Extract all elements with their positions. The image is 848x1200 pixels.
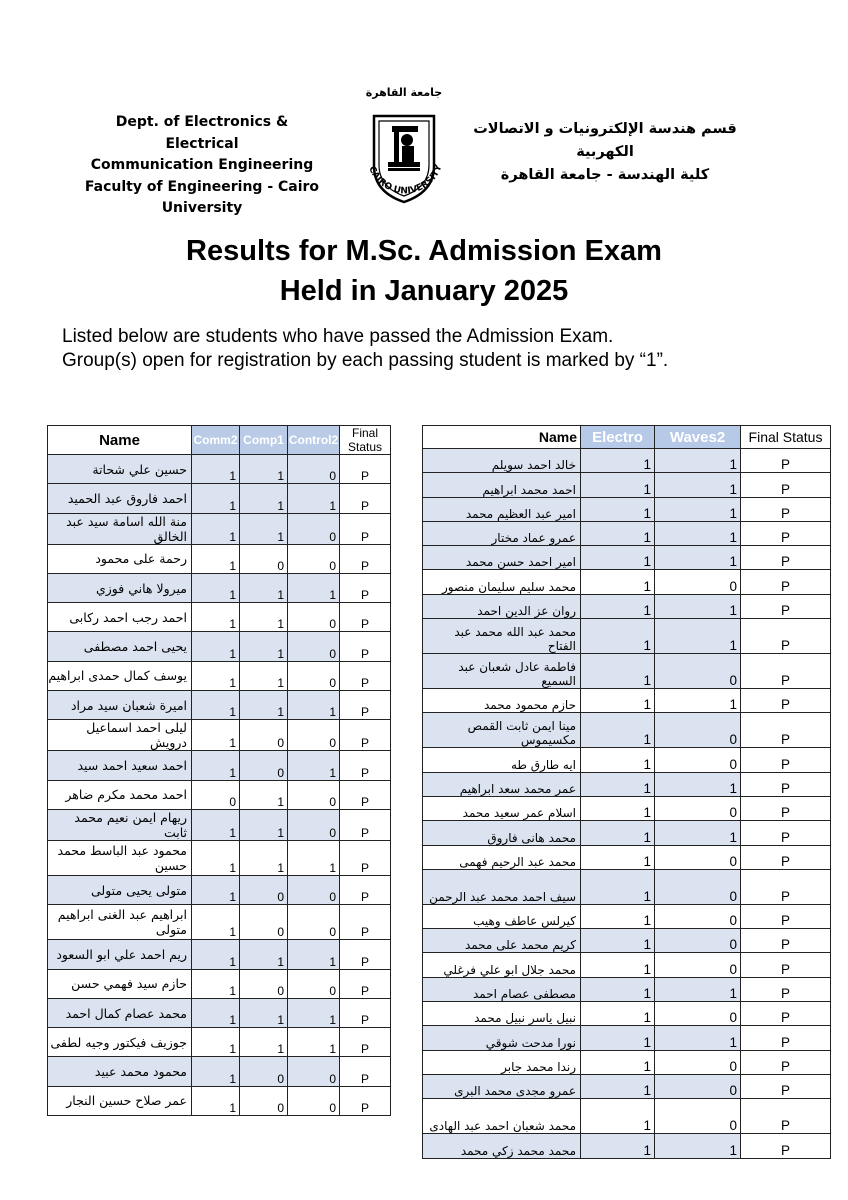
- group-value-cell: 1: [240, 661, 288, 690]
- table-row: [48, 573, 391, 602]
- final-status-cell: P: [741, 869, 831, 904]
- group-value-cell: 1: [581, 570, 655, 594]
- final-status-cell: P: [340, 969, 391, 998]
- group-value-cell: 1: [192, 751, 240, 780]
- column-header-comm2: Comm2: [192, 426, 240, 455]
- group-value-cell: 0: [240, 1057, 288, 1086]
- department-name-arabic: [470, 118, 740, 187]
- group-value-cell: 1: [581, 821, 655, 845]
- column-header-control2: Control2: [288, 426, 340, 455]
- student-name-cell: يوسف كمال حمدى ابراهيم: [48, 661, 192, 690]
- group-value-cell: 0: [655, 654, 741, 689]
- student-name-cell: متولى يحيى متولى: [48, 875, 192, 904]
- table-row: [423, 929, 831, 953]
- final-status-cell: P: [741, 845, 831, 869]
- group-value-cell: 0: [655, 748, 741, 772]
- student-name-cell: منة الله اسامة سيد عبد الخالق: [48, 513, 192, 544]
- final-status-cell: P: [340, 940, 391, 969]
- final-status-cell: P: [340, 661, 391, 690]
- group-value-cell: 0: [655, 1099, 741, 1134]
- department-name-english: [78, 112, 326, 220]
- group-value-cell: 1: [240, 998, 288, 1027]
- group-value-cell: 0: [288, 603, 340, 632]
- right-results-table: [422, 425, 831, 1159]
- group-value-cell: 0: [288, 809, 340, 840]
- group-value-cell: 0: [288, 455, 340, 484]
- student-name-cell: محمد سليم سليمان منصور: [423, 570, 581, 594]
- group-value-cell: 0: [192, 780, 240, 809]
- table-row: [48, 513, 391, 544]
- page-title: Results for M.Sc. Admission Exam: [186, 235, 662, 267]
- table-row: [423, 1050, 831, 1074]
- group-value-cell: 1: [655, 449, 741, 473]
- final-status-cell: P: [340, 513, 391, 544]
- final-status-cell: P: [741, 594, 831, 618]
- table-row: [48, 1086, 391, 1115]
- student-name-cell: عمرو مجدى محمد البرى: [423, 1074, 581, 1098]
- table-row: [423, 1002, 831, 1026]
- table-row: [423, 497, 831, 521]
- group-value-cell: 1: [655, 619, 741, 654]
- student-name-cell: محمود عبد الباسط محمد حسين: [48, 840, 192, 875]
- column-header-electro: Electro: [581, 426, 655, 449]
- table-row: [48, 691, 391, 720]
- group-value-cell: 1: [581, 977, 655, 1001]
- table-header-row: [423, 426, 831, 449]
- group-value-cell: 1: [581, 497, 655, 521]
- student-name-cell: يحيى احمد مصطفى: [48, 632, 192, 661]
- table-row: [48, 751, 391, 780]
- group-value-cell: 0: [655, 845, 741, 869]
- final-status-cell: P: [340, 840, 391, 875]
- group-value-cell: 0: [288, 513, 340, 544]
- group-value-cell: 1: [581, 748, 655, 772]
- student-name-cell: ميرولا هاني فوزي: [48, 573, 192, 602]
- group-value-cell: 1: [192, 905, 240, 940]
- table-row: [423, 713, 831, 748]
- group-value-cell: 0: [240, 1086, 288, 1115]
- group-value-cell: 0: [655, 869, 741, 904]
- final-status-cell: P: [340, 875, 391, 904]
- student-name-cell: ليلى احمد اسماعيل درويش: [48, 720, 192, 751]
- final-status-cell: P: [741, 796, 831, 820]
- group-value-cell: 0: [655, 1074, 741, 1098]
- group-value-cell: 1: [581, 654, 655, 689]
- logo-arabic-text: جامعة القاهرة: [365, 86, 443, 99]
- group-value-cell: 0: [288, 544, 340, 573]
- group-value-cell: 0: [655, 904, 741, 928]
- header-right-line: قسم هندسة الإلكترونيات و الاتصالات: [473, 121, 737, 137]
- group-value-cell: 0: [288, 720, 340, 751]
- table-row: [423, 748, 831, 772]
- group-value-cell: 0: [240, 875, 288, 904]
- column-header-final-status: Final Status: [741, 426, 831, 449]
- student-name-cell: روان عز الدين احمد: [423, 594, 581, 618]
- group-value-cell: 1: [581, 953, 655, 977]
- final-status-cell: P: [340, 455, 391, 484]
- group-value-cell: 1: [288, 484, 340, 513]
- group-value-cell: 1: [192, 875, 240, 904]
- student-name-cell: مصطفى عصام احمد: [423, 977, 581, 1001]
- group-value-cell: 1: [581, 1050, 655, 1074]
- group-value-cell: 1: [192, 840, 240, 875]
- student-name-cell: محمد شعبان احمد عبد الهادى: [423, 1099, 581, 1134]
- student-name-cell: جوزيف فيكتور وجيه لطفى: [48, 1028, 192, 1057]
- group-value-cell: 1: [192, 573, 240, 602]
- group-value-cell: 1: [240, 940, 288, 969]
- table-row: [423, 772, 831, 796]
- final-status-cell: P: [340, 809, 391, 840]
- group-value-cell: 1: [581, 713, 655, 748]
- group-value-cell: 1: [192, 484, 240, 513]
- table-row: [48, 969, 391, 998]
- university-seal-icon: [358, 102, 450, 214]
- table-row: [423, 821, 831, 845]
- table-row: [48, 661, 391, 690]
- group-value-cell: 1: [581, 772, 655, 796]
- final-status-cell: P: [340, 905, 391, 940]
- student-name-cell: مينا ايمن ثابت القمص مكسيموس: [423, 713, 581, 748]
- student-name-cell: احمد محمد ابراهيم: [423, 473, 581, 497]
- group-value-cell: 1: [240, 513, 288, 544]
- final-status-cell: P: [340, 998, 391, 1027]
- group-value-cell: 1: [240, 573, 288, 602]
- table-row: [48, 1057, 391, 1086]
- final-status-cell: P: [741, 497, 831, 521]
- final-status-cell: P: [340, 691, 391, 720]
- header-left-line: Dept. of Electronics & Electrical: [115, 114, 289, 152]
- table-row: [48, 840, 391, 875]
- table-row: [423, 619, 831, 654]
- group-value-cell: 0: [288, 875, 340, 904]
- group-value-cell: 1: [581, 619, 655, 654]
- group-value-cell: 1: [581, 845, 655, 869]
- group-value-cell: 1: [581, 594, 655, 618]
- group-value-cell: 0: [240, 905, 288, 940]
- group-value-cell: 1: [192, 1086, 240, 1115]
- student-name-cell: اميرة شعبان سيد مراد: [48, 691, 192, 720]
- header-left-line: Communication Engineering: [90, 157, 314, 173]
- final-status-cell: P: [741, 689, 831, 713]
- final-status-cell: P: [340, 720, 391, 751]
- group-value-cell: 0: [655, 1002, 741, 1026]
- group-value-cell: 1: [655, 546, 741, 570]
- final-status-cell: P: [741, 904, 831, 928]
- student-name-cell: عمرو عماد مختار: [423, 521, 581, 545]
- student-name-cell: امير عبد العظيم محمد: [423, 497, 581, 521]
- group-value-cell: 0: [655, 953, 741, 977]
- table-row: [423, 449, 831, 473]
- student-name-cell: كريم محمد على محمد: [423, 929, 581, 953]
- group-value-cell: 1: [655, 521, 741, 545]
- final-status-cell: P: [340, 544, 391, 573]
- table-row: [423, 689, 831, 713]
- student-name-cell: رندا محمد جابر: [423, 1050, 581, 1074]
- final-status-cell: P: [741, 570, 831, 594]
- group-value-cell: 1: [192, 940, 240, 969]
- group-value-cell: 1: [240, 1028, 288, 1057]
- student-name-cell: نورا مدحت شوقي: [423, 1026, 581, 1050]
- group-value-cell: 1: [581, 869, 655, 904]
- table-row: [48, 484, 391, 513]
- group-value-cell: 1: [192, 632, 240, 661]
- table-row: [423, 594, 831, 618]
- group-value-cell: 0: [288, 1057, 340, 1086]
- group-value-cell: 1: [288, 998, 340, 1027]
- group-value-cell: 1: [655, 977, 741, 1001]
- group-value-cell: 1: [192, 998, 240, 1027]
- intro-text: [62, 325, 822, 373]
- group-value-cell: 1: [581, 1099, 655, 1134]
- intro-line: Listed below are students who have passed the Admission Exam.: [62, 326, 614, 347]
- group-value-cell: 1: [240, 455, 288, 484]
- group-value-cell: 0: [655, 929, 741, 953]
- student-name-cell: محمد عبد الرحيم فهمى: [423, 845, 581, 869]
- group-value-cell: 1: [288, 940, 340, 969]
- student-name-cell: حسين علي شحاتة: [48, 455, 192, 484]
- group-value-cell: 0: [240, 751, 288, 780]
- group-value-cell: 0: [655, 1050, 741, 1074]
- table-row: [423, 845, 831, 869]
- student-name-cell: محمد هانى فاروق: [423, 821, 581, 845]
- table-row: [423, 1074, 831, 1098]
- final-status-cell: P: [741, 654, 831, 689]
- table-row: [423, 796, 831, 820]
- page-subtitle: Held in January 2025: [279, 275, 569, 307]
- group-value-cell: 0: [288, 661, 340, 690]
- group-value-cell: 1: [288, 1028, 340, 1057]
- group-value-cell: 1: [581, 521, 655, 545]
- group-value-cell: 1: [240, 840, 288, 875]
- table-header-row: [48, 426, 391, 455]
- group-value-cell: 1: [581, 546, 655, 570]
- left-results-table: [47, 425, 391, 1116]
- table-row: [423, 1099, 831, 1134]
- table-row: [48, 940, 391, 969]
- student-name-cell: حازم سيد فهمي حسن: [48, 969, 192, 998]
- student-name-cell: ريهام ايمن نعيم محمد ثابت: [48, 809, 192, 840]
- column-header-waves2: Waves2: [655, 426, 741, 449]
- final-status-cell: P: [741, 449, 831, 473]
- final-status-cell: P: [741, 748, 831, 772]
- group-value-cell: 1: [240, 632, 288, 661]
- final-status-cell: P: [741, 953, 831, 977]
- student-name-cell: رحمة على محمود: [48, 544, 192, 573]
- group-value-cell: 0: [655, 570, 741, 594]
- student-name-cell: كيرلس عاطف وهيب: [423, 904, 581, 928]
- final-status-cell: P: [741, 1099, 831, 1134]
- student-name-cell: امير احمد حسن محمد: [423, 546, 581, 570]
- group-value-cell: 1: [581, 1074, 655, 1098]
- group-value-cell: 1: [655, 821, 741, 845]
- group-value-cell: 0: [288, 632, 340, 661]
- group-value-cell: 1: [581, 1026, 655, 1050]
- table-row: [423, 654, 831, 689]
- group-value-cell: 1: [655, 473, 741, 497]
- group-value-cell: 0: [288, 1086, 340, 1115]
- final-status-cell: P: [340, 780, 391, 809]
- table-row: [423, 1026, 831, 1050]
- group-value-cell: 1: [288, 573, 340, 602]
- group-value-cell: 1: [192, 603, 240, 632]
- group-value-cell: 1: [581, 1002, 655, 1026]
- group-value-cell: 1: [655, 1134, 741, 1158]
- student-name-cell: ريم احمد علي ابو السعود: [48, 940, 192, 969]
- table-row: [48, 603, 391, 632]
- group-value-cell: 1: [192, 1028, 240, 1057]
- group-value-cell: 1: [581, 689, 655, 713]
- intro-line: Group(s) open for registration by each passing student is marked by “1”.: [62, 350, 669, 371]
- header-left-line: University: [161, 200, 243, 216]
- group-value-cell: 0: [288, 905, 340, 940]
- student-name-cell: محمود محمد عبيد: [48, 1057, 192, 1086]
- student-name-cell: عمر محمد سعد ابراهيم: [423, 772, 581, 796]
- table-row: [48, 780, 391, 809]
- table-row: [423, 953, 831, 977]
- final-status-cell: P: [340, 1086, 391, 1115]
- table-row: [423, 521, 831, 545]
- group-value-cell: 1: [192, 809, 240, 840]
- final-status-cell: P: [741, 1134, 831, 1158]
- group-value-cell: 1: [240, 780, 288, 809]
- group-value-cell: 1: [240, 603, 288, 632]
- final-status-cell: P: [741, 619, 831, 654]
- group-value-cell: 1: [581, 904, 655, 928]
- table-row: [423, 570, 831, 594]
- final-status-cell: P: [340, 603, 391, 632]
- final-status-cell: P: [741, 521, 831, 545]
- table-row: [423, 546, 831, 570]
- table-row: [48, 720, 391, 751]
- group-value-cell: 0: [240, 544, 288, 573]
- student-name-cell: اسلام عمر سعيد محمد: [423, 796, 581, 820]
- group-value-cell: 0: [240, 720, 288, 751]
- student-name-cell: محمد جلال ابو علي فرغلي: [423, 953, 581, 977]
- group-value-cell: 1: [655, 689, 741, 713]
- group-value-cell: 1: [192, 513, 240, 544]
- final-status-cell: P: [340, 484, 391, 513]
- student-name-cell: ايه طارق طه: [423, 748, 581, 772]
- table-row: [423, 904, 831, 928]
- group-value-cell: 1: [192, 720, 240, 751]
- group-value-cell: 1: [192, 969, 240, 998]
- group-value-cell: 1: [288, 840, 340, 875]
- final-status-cell: P: [741, 546, 831, 570]
- column-header-name: Name: [423, 426, 581, 449]
- final-status-cell: P: [741, 929, 831, 953]
- group-value-cell: 1: [581, 473, 655, 497]
- group-value-cell: 0: [288, 780, 340, 809]
- student-name-cell: احمد محمد مكرم ضاهر: [48, 780, 192, 809]
- column-header-comp1: Comp1: [240, 426, 288, 455]
- table-row: [48, 544, 391, 573]
- final-status-cell: P: [340, 573, 391, 602]
- group-value-cell: 1: [288, 751, 340, 780]
- group-value-cell: 1: [240, 809, 288, 840]
- column-header-name: Name: [48, 426, 192, 455]
- final-status-cell: P: [340, 1028, 391, 1057]
- group-value-cell: 1: [581, 1134, 655, 1158]
- final-status-cell: P: [741, 821, 831, 845]
- final-status-cell: P: [741, 1074, 831, 1098]
- column-header-final-status: Final Status: [340, 426, 391, 455]
- student-name-cell: ابراهيم عبد الغنى ابراهيم متولى: [48, 905, 192, 940]
- final-status-cell: P: [741, 1002, 831, 1026]
- student-name-cell: سيف احمد محمد عبد الرحمن: [423, 869, 581, 904]
- student-name-cell: محمد عبد الله محمد عبد الفتاح: [423, 619, 581, 654]
- group-value-cell: 0: [655, 713, 741, 748]
- final-status-cell: P: [340, 751, 391, 780]
- student-name-cell: محمد عصام كمال احمد: [48, 998, 192, 1027]
- seal-ring-text: CAIRO UNIVERSITY: [366, 163, 445, 197]
- group-value-cell: 1: [192, 544, 240, 573]
- table-row: [48, 905, 391, 940]
- group-value-cell: 1: [240, 484, 288, 513]
- table-row: [423, 977, 831, 1001]
- group-value-cell: 1: [581, 929, 655, 953]
- final-status-cell: P: [340, 632, 391, 661]
- final-status-cell: P: [340, 1057, 391, 1086]
- table-row: [48, 455, 391, 484]
- group-value-cell: 0: [655, 796, 741, 820]
- group-value-cell: 0: [240, 969, 288, 998]
- final-status-cell: P: [741, 772, 831, 796]
- group-value-cell: 1: [581, 796, 655, 820]
- student-name-cell: حازم محمود محمد: [423, 689, 581, 713]
- table-row: [48, 998, 391, 1027]
- group-value-cell: 1: [581, 449, 655, 473]
- student-name-cell: احمد رجب احمد ركابى: [48, 603, 192, 632]
- group-value-cell: 1: [192, 691, 240, 720]
- final-status-cell: P: [741, 977, 831, 1001]
- student-name-cell: نبيل ياسر نبيل محمد: [423, 1002, 581, 1026]
- header-left-line: Faculty of Engineering - Cairo: [84, 178, 320, 195]
- final-status-cell: P: [741, 1026, 831, 1050]
- table-row: [48, 875, 391, 904]
- group-value-cell: 1: [192, 1057, 240, 1086]
- group-value-cell: 1: [655, 1026, 741, 1050]
- header-right-line: الكهربية: [576, 144, 634, 160]
- group-value-cell: 1: [655, 497, 741, 521]
- table-row: [423, 1134, 831, 1158]
- group-value-cell: 1: [288, 691, 340, 720]
- group-value-cell: 1: [655, 594, 741, 618]
- group-value-cell: 1: [192, 661, 240, 690]
- student-name-cell: فاطمة عادل شعبان عبد السميع: [423, 654, 581, 689]
- student-name-cell: احمد سعيد احمد سيد: [48, 751, 192, 780]
- group-value-cell: 1: [192, 455, 240, 484]
- table-row: [423, 869, 831, 904]
- group-value-cell: 1: [240, 691, 288, 720]
- group-value-cell: 0: [288, 969, 340, 998]
- group-value-cell: 1: [655, 772, 741, 796]
- table-row: [423, 473, 831, 497]
- final-status-cell: P: [741, 473, 831, 497]
- final-status-cell: P: [741, 1050, 831, 1074]
- cairo-university-logo: [358, 86, 450, 216]
- student-name-cell: احمد فاروق عبد الحميد: [48, 484, 192, 513]
- table-row: [48, 809, 391, 840]
- header-right-line: كلية الهندسة - جامعة القاهرة: [500, 167, 710, 183]
- table-row: [48, 1028, 391, 1057]
- student-name-cell: عمر صلاح حسين النجار: [48, 1086, 192, 1115]
- table-row: [48, 632, 391, 661]
- student-name-cell: خالد احمد سويلم: [423, 449, 581, 473]
- student-name-cell: محمد محمد زكي محمد: [423, 1134, 581, 1158]
- final-status-cell: P: [741, 713, 831, 748]
